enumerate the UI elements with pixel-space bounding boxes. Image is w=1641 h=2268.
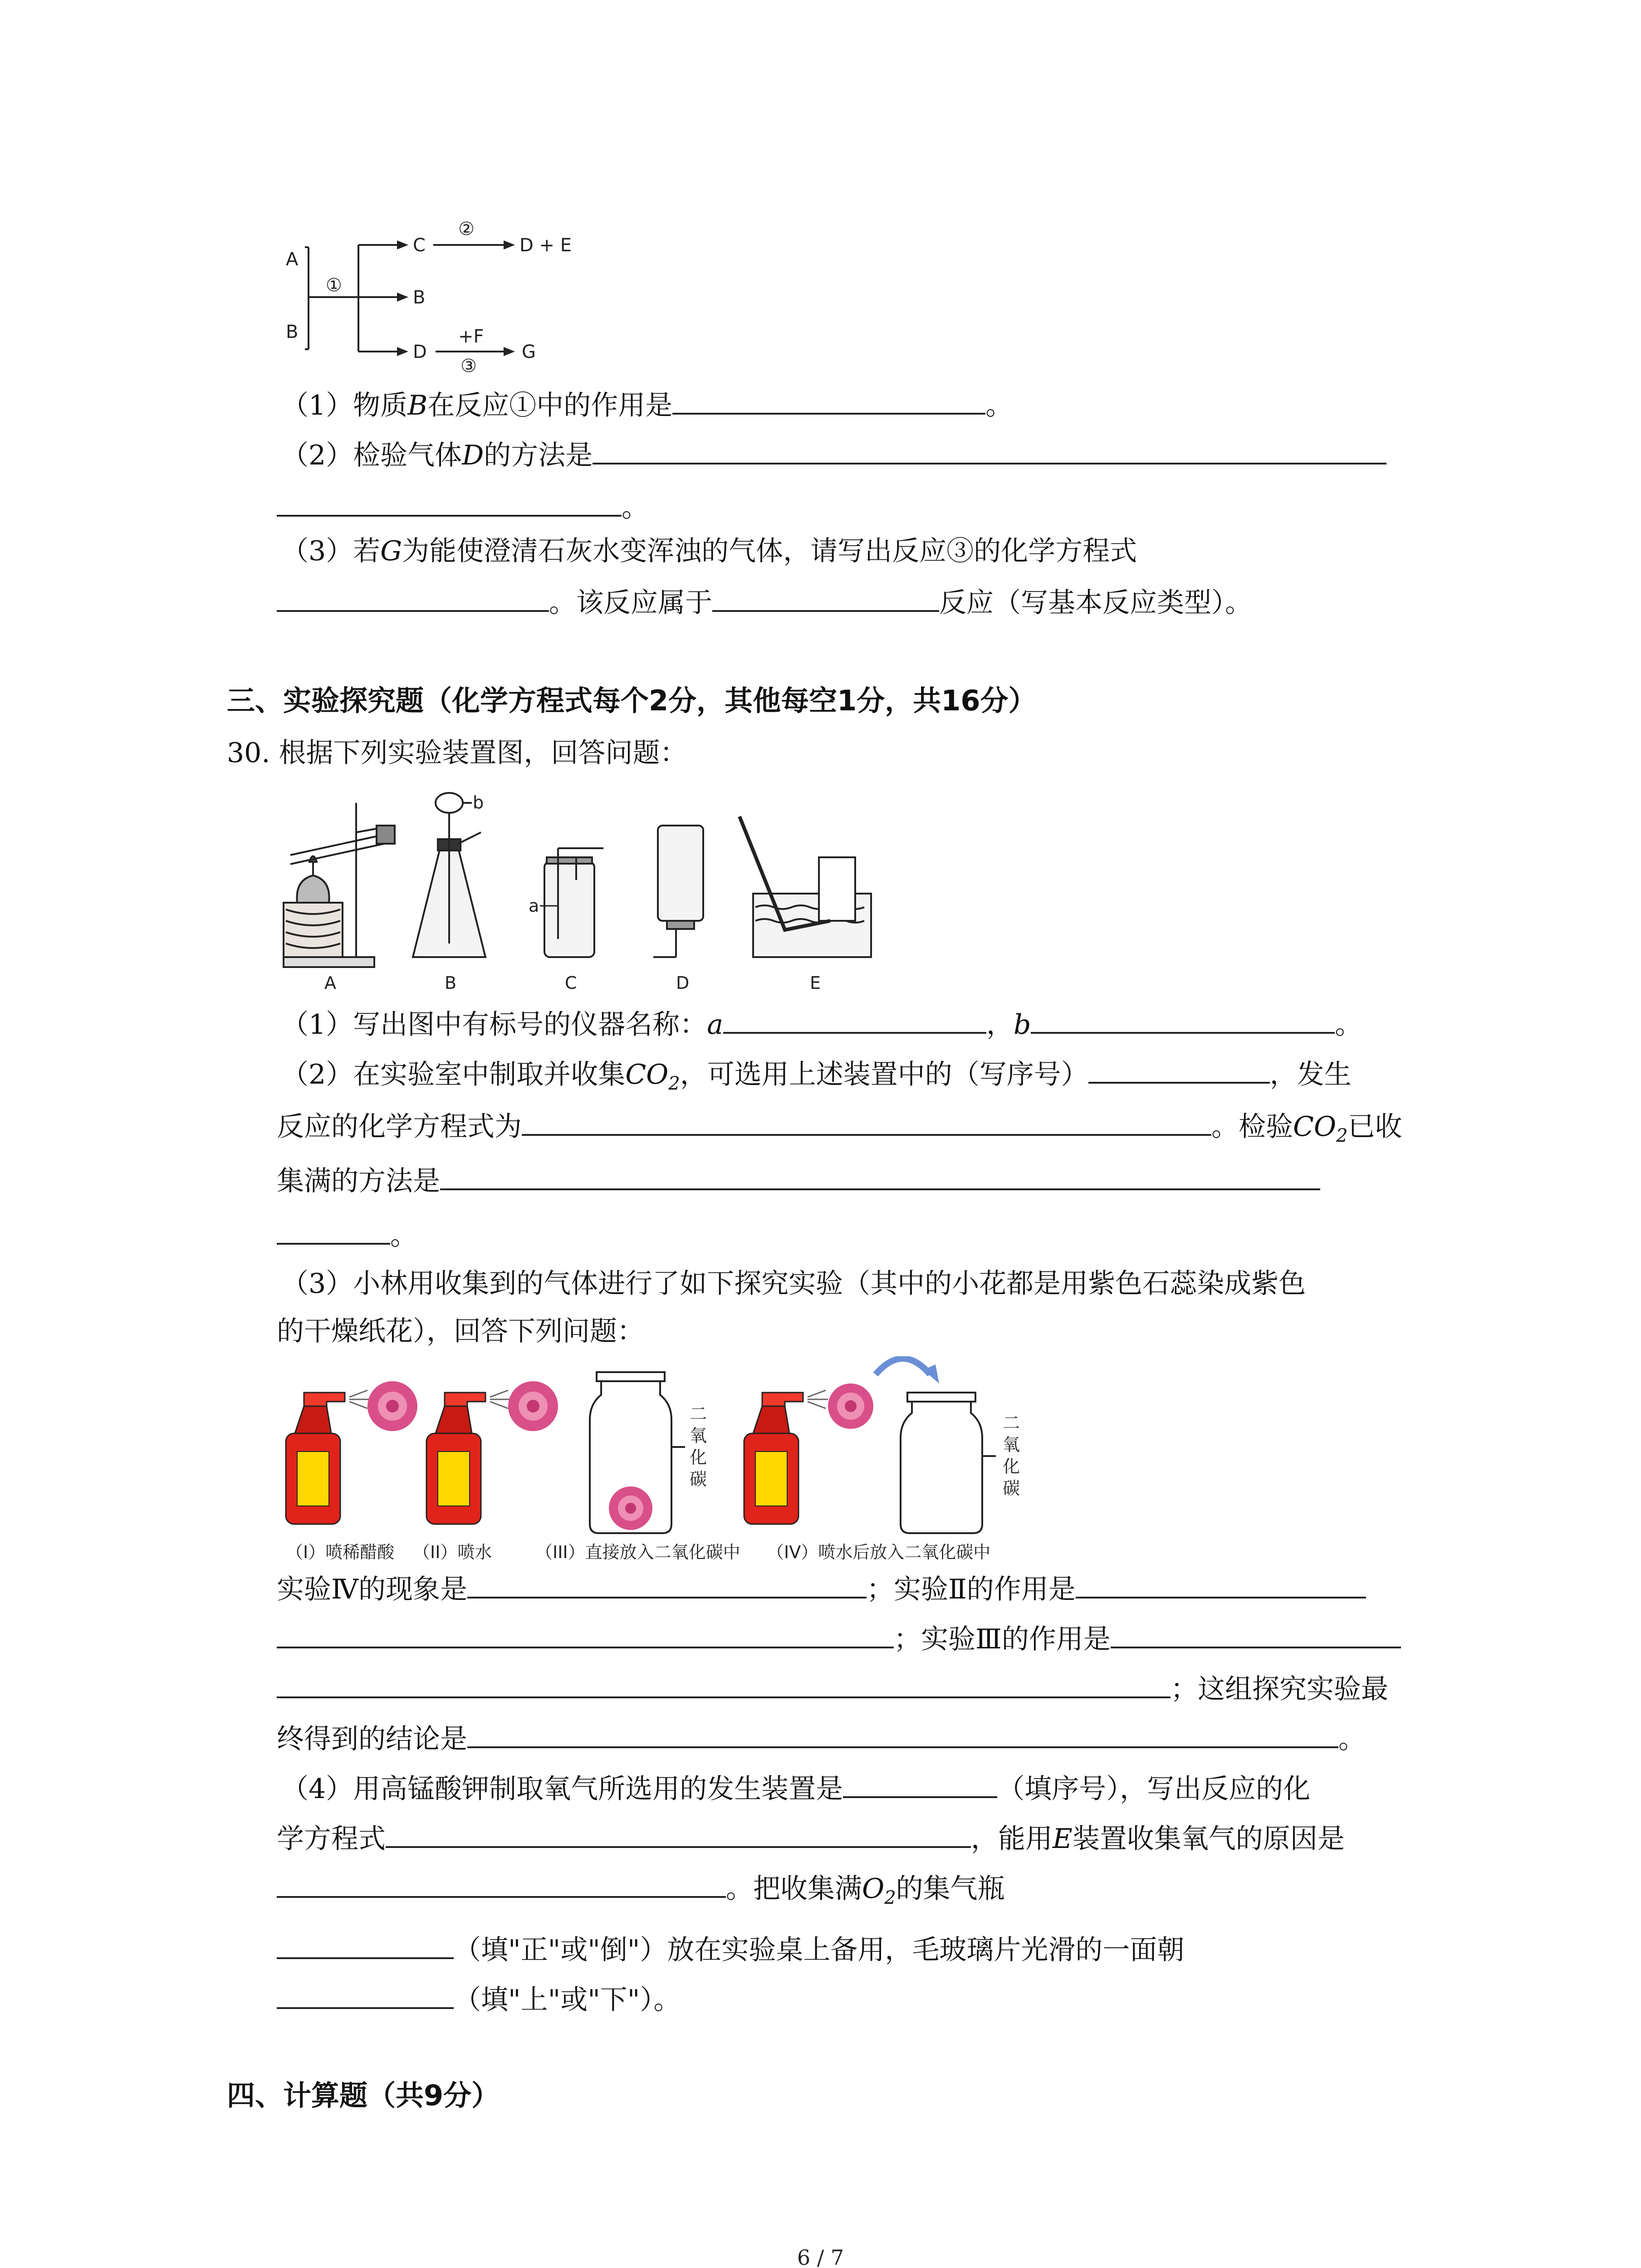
apparatus-label-b: B [445,973,457,993]
jar-4 [901,1393,996,1533]
answer-blank[interactable] [672,386,985,415]
answer-blank[interactable] [277,1216,390,1245]
answer-blank[interactable] [277,488,622,517]
answer-blank[interactable] [522,1107,1211,1136]
flow-label-de: D + E [519,235,572,256]
answer-blank[interactable] [277,1669,1171,1698]
answer-blank[interactable] [1088,1055,1270,1084]
q30-part4-l3: 。把收集满$O_2$的集气瓶 [277,1869,1005,1916]
answer-blank[interactable] [467,1719,1338,1748]
apparatus-label-e: E [810,973,821,993]
answer-blank[interactable] [1111,1619,1401,1648]
flow-label-b2: B [413,287,426,308]
mark-b: b [473,792,484,812]
answer-blank[interactable] [386,1819,971,1848]
q29-part1: （1）物质B在反应①中的作用是 。 [281,386,1013,424]
answer-blank[interactable] [1076,1569,1366,1598]
answer-blank[interactable] [277,583,549,612]
flow-label-a: A [286,249,299,270]
page-number: 6 / 7 [797,2245,844,2268]
flower-3 [609,1486,652,1530]
answer-blank[interactable] [277,1930,454,1959]
answer-blank[interactable] [843,1769,997,1798]
exp-question-l3: ；这组探究实验最 [277,1669,1388,1707]
answer-blank[interactable] [467,1569,867,1598]
flow-label-d: D [413,342,427,362]
q30-part2-l3: 集满的方法是 [277,1161,1320,1199]
exp-question-l1: 实验Ⅳ的现象是 ；实验Ⅱ的作用是 [277,1569,1366,1608]
exp-question-l2: ；实验Ⅲ的作用是 [277,1619,1401,1657]
exp-question-l4: 终得到的结论是 。 [277,1719,1366,1757]
spray-bottle-2 [426,1390,510,1524]
q30-part2-l4: 。 [277,1216,417,1254]
exp-caption-2: （II）喷水 [413,1542,492,1562]
mark-a: a [529,896,539,916]
apparatus-d [653,826,703,957]
flower-1 [367,1381,417,1431]
co2-label-4: 二氧化碳 [1003,1413,1020,1498]
q30-stem: 30. 根据下列实验装置图，回答问题： [227,737,687,769]
experiment-diagram [277,1356,1048,1565]
flower-2 [508,1381,558,1431]
q30-part4-l5: （填"上"或"下"）。 [277,1980,681,2018]
q30-part2-l2: 反应的化学方程式为 。检验$CO_2$已收 [277,1107,1402,1154]
section4-title: 四、计算题（共9分） [227,2079,500,2112]
flow-step-3: ③ [460,356,477,376]
flow-plus-f: +F [458,326,484,347]
answer-blank[interactable] [1031,1005,1335,1034]
apparatus-a [284,803,395,967]
section3-title: 三、实验探究题（化学方程式每个2分，其他每空1分，共16分） [227,684,1037,717]
apparatus-diagram [277,789,912,993]
flow-step-2: ② [458,219,475,240]
flow-step-1: ① [326,275,342,296]
apparatus-e [740,816,871,957]
answer-blank[interactable] [277,1619,894,1648]
answer-blank[interactable] [712,583,939,612]
q29-part3-cont: 。该反应属于 反应（写基本反应类型）。 [277,583,1252,621]
co2-label-3: 二氧化碳 [690,1404,707,1489]
flower-4 [828,1383,873,1429]
flow-label-c: C [413,235,426,256]
q30-part4-l1: （4）用高锰酸钾制取氧气所选用的发生装置是 （填序号），写出反应的化 [281,1769,1310,1807]
answer-blank[interactable] [277,1980,454,2009]
q29-part3: （3）若G为能使澄清石灰水变浑浊的气体，请写出反应③的化学方程式 [281,535,1137,567]
apparatus-label-a: A [324,973,336,993]
apparatus-label-c: C [565,973,577,993]
exp-caption-1: （I）喷稀醋酸 [286,1542,395,1562]
apparatus-label-d: D [676,973,690,993]
exp-caption-4: （IV）喷水后放入二氧化碳中 [767,1542,991,1562]
answer-blank[interactable] [440,1161,1320,1190]
answer-blank[interactable] [277,1869,726,1898]
q30-part4-l4: （填"正"或"倒"）放在实验桌上备用，毛玻璃片光滑的一面朝 [277,1930,1184,1968]
flow-label-b: B [286,322,299,342]
q30-part2-l1: （2）在实验室中制取并收集$CO_2$，可选用上述装置中的（写序号） ，发生 [281,1055,1352,1102]
exp-caption-3: （III）直接放入二氧化碳中 [535,1542,740,1562]
spray-bottle-4 [744,1390,828,1524]
q30-part3-l2: 的干燥纸花），回答下列问题： [277,1315,644,1347]
apparatus-b [413,793,485,957]
transfer-arrow-icon [876,1359,930,1374]
q29-part2-cont: 。 [277,488,649,526]
q30-part3-l1: （3）小林用收集到的气体进行了如下探究实验（其中的小花都是用紫色石蕊染成紫色 [281,1268,1306,1300]
q30-part1: （1）写出图中有标号的仪器名称：a ，b 。 [281,1005,1362,1043]
q29-part2: （2）检验气体D的方法是 [281,435,1386,474]
spray-bottle-1 [286,1390,370,1524]
flow-label-g: G [522,342,536,362]
apparatus-c [544,848,603,957]
q30-part4-l2: 学方程式 ，能用E装置收集氧气的原因是 [277,1819,1345,1857]
answer-blank[interactable] [593,435,1386,464]
answer-blank[interactable] [723,1005,986,1034]
reaction-flow-diagram [277,213,603,376]
